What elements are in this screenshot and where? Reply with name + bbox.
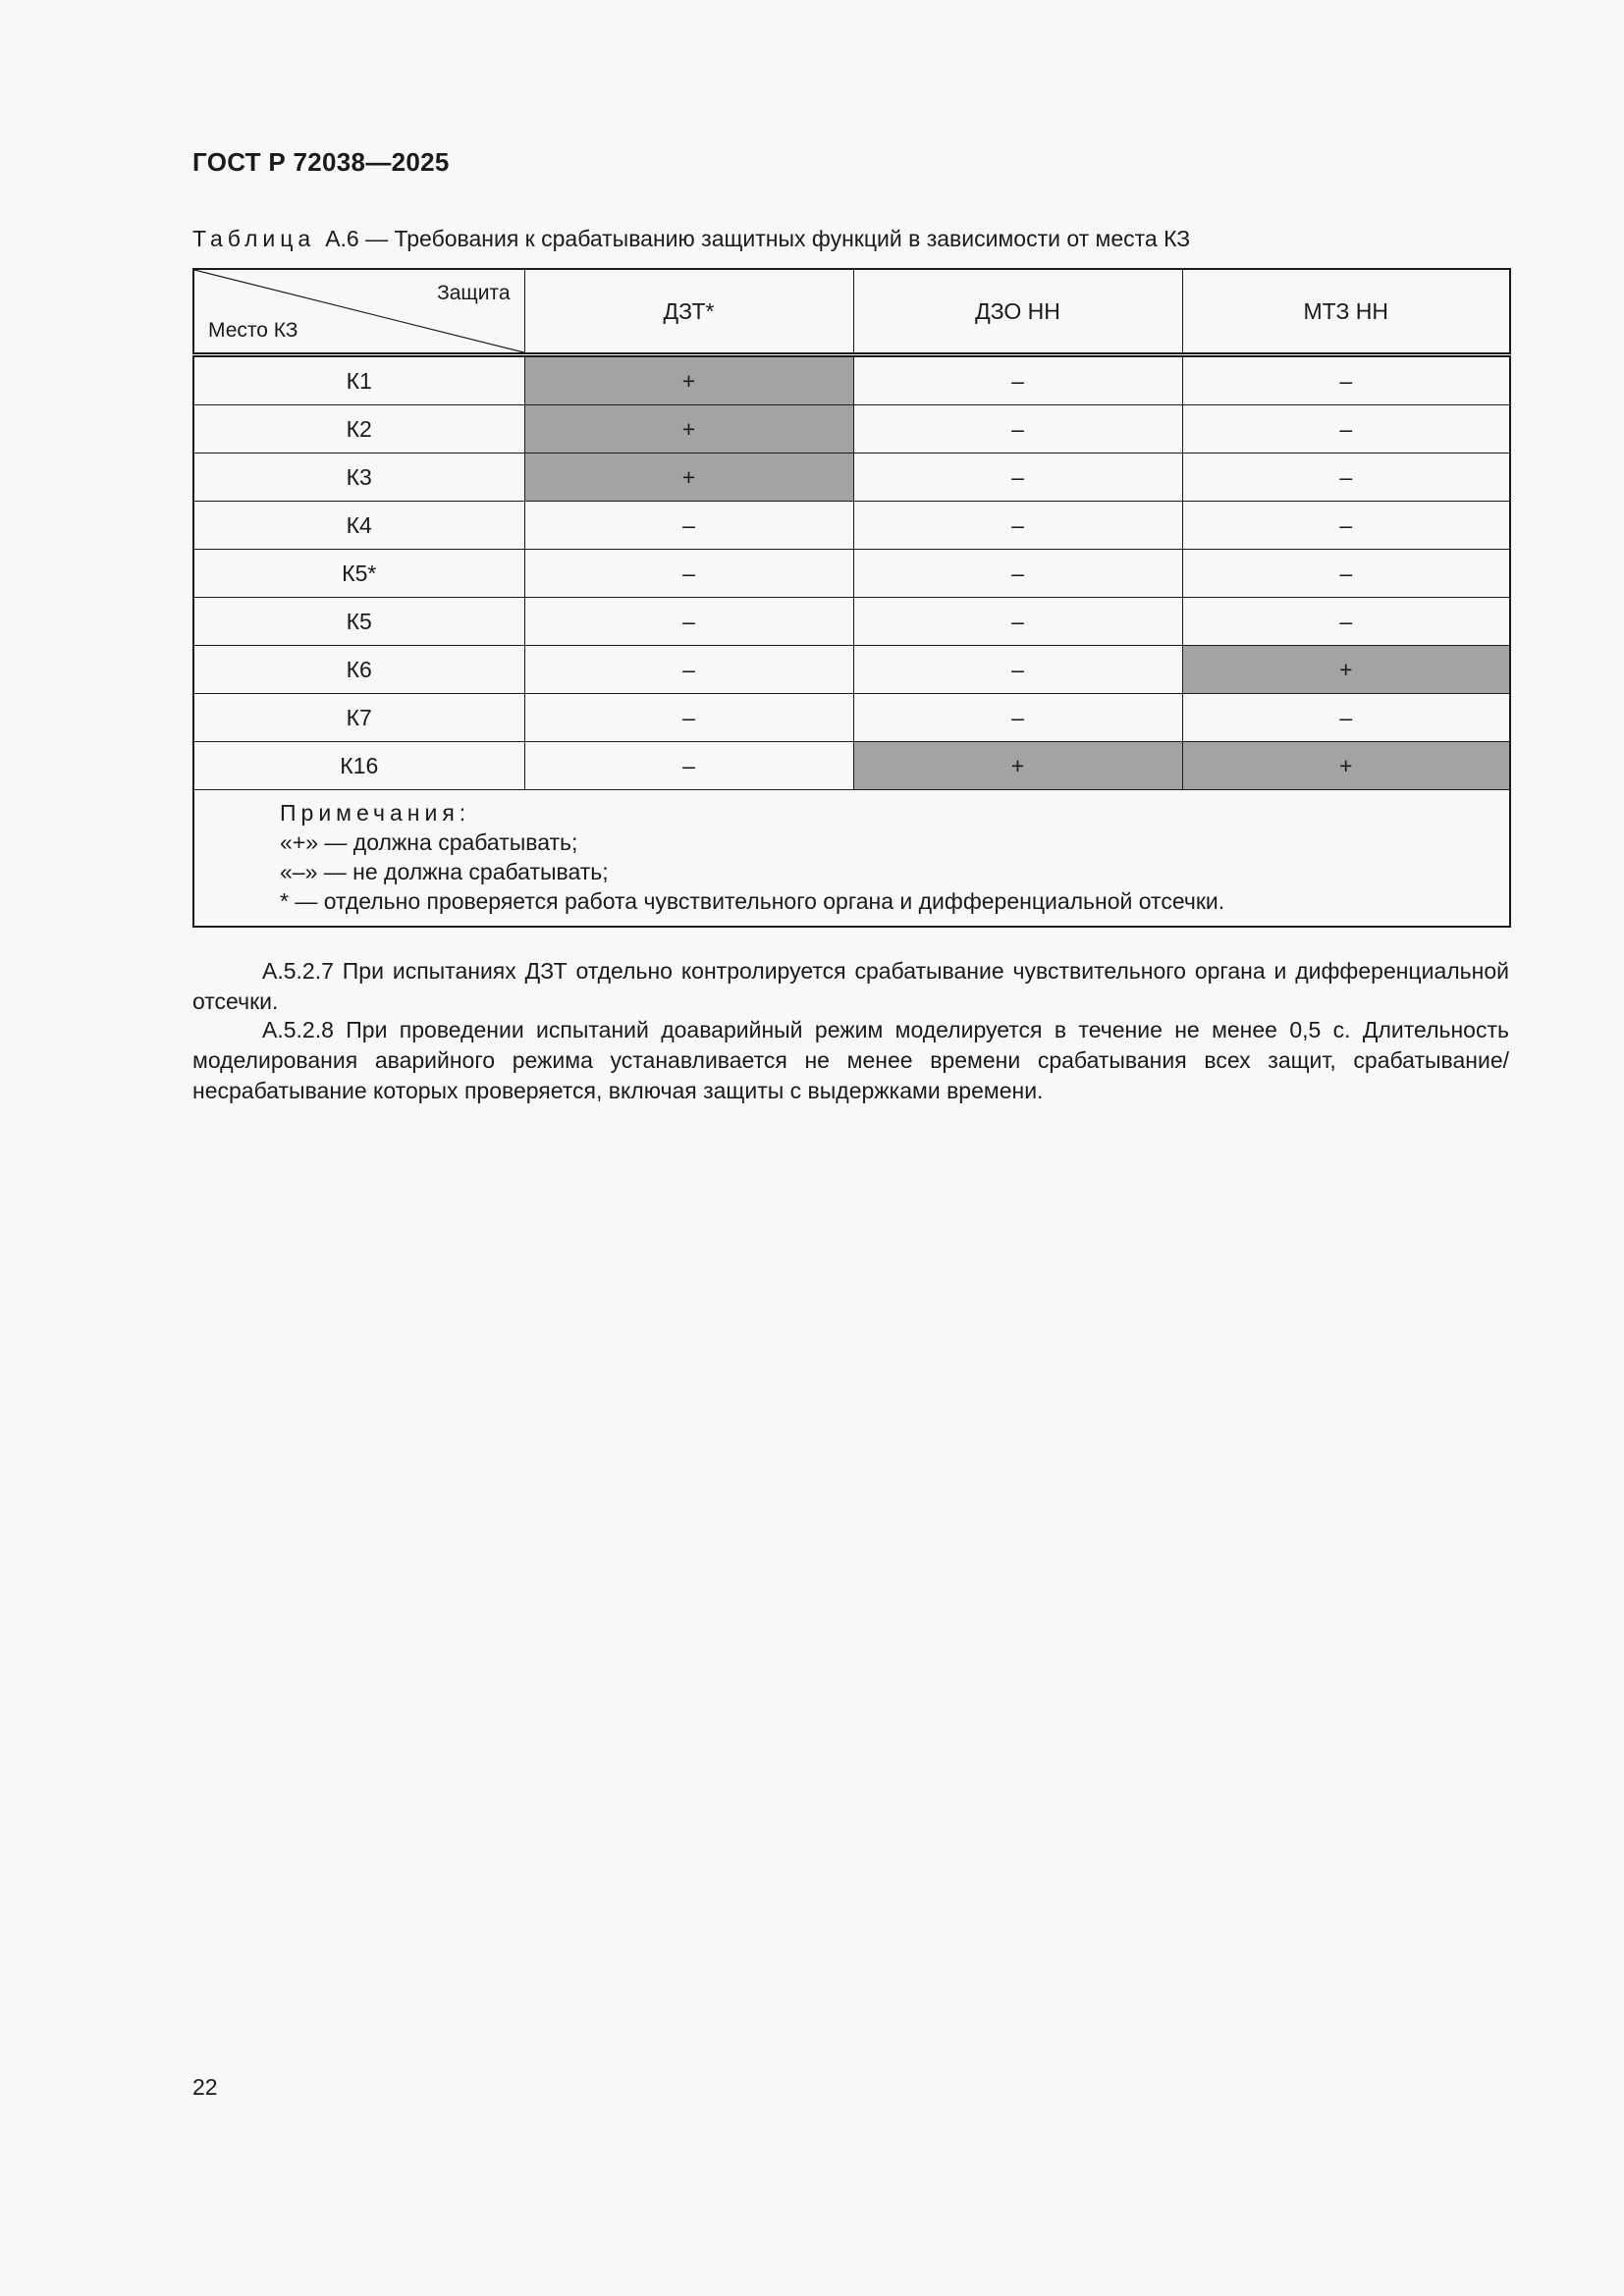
value-cell: – <box>524 502 853 550</box>
value-cell: – <box>853 405 1182 454</box>
value-cell: – <box>1182 550 1510 598</box>
value-cell: + <box>524 405 853 454</box>
value-cell: – <box>1182 598 1510 646</box>
paragraph-a528: А.5.2.8 При проведении испытаний доаварийный режим моделируется в течение не менее 0,5 с. Длительность моделирования аварийного режима устанавливается не менее времени срабатывания всех защит, срабатывание/несрабатывание которых проверяется, включая защиты с выдержками времени. <box>192 1017 1509 1103</box>
document-code: ГОСТ Р 72038—2025 <box>192 147 450 177</box>
value-cell: – <box>853 355 1182 405</box>
requirements-table <box>192 268 1511 928</box>
fault-place-cell: К7 <box>193 694 524 742</box>
value-cell: – <box>524 598 853 646</box>
value-cell: – <box>853 694 1182 742</box>
table-row <box>193 502 1510 550</box>
note-line: «+» — должна срабатывать; <box>280 829 578 855</box>
corner-header-fault-place: Место КЗ <box>208 319 298 342</box>
value-cell: – <box>524 646 853 694</box>
table-row <box>193 405 1510 454</box>
fault-place-cell: К5 <box>193 598 524 646</box>
value-cell: – <box>524 550 853 598</box>
column-header: ДЗТ* <box>524 269 853 355</box>
value-cell: – <box>1182 694 1510 742</box>
fault-place-cell: К5* <box>193 550 524 598</box>
table-notes <box>193 790 1510 928</box>
value-cell: + <box>1182 646 1510 694</box>
table-header-row <box>193 269 1510 355</box>
table-row <box>193 694 1510 742</box>
table-row <box>193 454 1510 502</box>
value-cell: + <box>1182 742 1510 790</box>
value-cell: – <box>853 502 1182 550</box>
table-row <box>193 646 1510 694</box>
value-cell: – <box>524 742 853 790</box>
value-cell: – <box>1182 454 1510 502</box>
value-cell: – <box>1182 355 1510 405</box>
column-header: МТЗ НН <box>1182 269 1510 355</box>
note-line: «–» — не должна срабатывать; <box>280 859 609 884</box>
paragraph-a527: А.5.2.7 При испытаниях ДЗТ отдельно контролируется срабатывание чувствительного органа и дифференциальной отсечки. <box>192 958 1509 1014</box>
page-number: 22 <box>192 2074 218 2100</box>
corner-header-protection: Защита <box>437 282 511 304</box>
value-cell: + <box>524 355 853 405</box>
column-header: ДЗО НН <box>853 269 1182 355</box>
table-caption-text: А.6 — Требования к срабатыванию защитных функций в зависимости от места КЗ <box>325 226 1191 251</box>
table-row <box>193 742 1510 790</box>
value-cell: – <box>853 598 1182 646</box>
value-cell: – <box>853 454 1182 502</box>
fault-place-cell: К6 <box>193 646 524 694</box>
fault-place-cell: К4 <box>193 502 524 550</box>
fault-place-cell: К3 <box>193 454 524 502</box>
notes-row <box>193 790 1510 928</box>
value-cell: – <box>853 646 1182 694</box>
table-row <box>193 598 1510 646</box>
table-row <box>193 550 1510 598</box>
notes-title: Примечания: <box>280 800 471 826</box>
table-caption-prefix: Таблица <box>192 226 316 251</box>
value-cell: + <box>524 454 853 502</box>
value-cell: – <box>524 694 853 742</box>
fault-place-cell: К16 <box>193 742 524 790</box>
corner-header-cell <box>193 269 524 355</box>
value-cell: – <box>1182 502 1510 550</box>
note-line: * — отдельно проверяется работа чувствительного органа и дифференциальной отсечки. <box>280 888 1225 914</box>
table-row <box>193 355 1510 405</box>
fault-place-cell: К2 <box>193 405 524 454</box>
fault-place-cell: К1 <box>193 355 524 405</box>
value-cell: – <box>1182 405 1510 454</box>
table-caption <box>192 226 1190 252</box>
value-cell: – <box>853 550 1182 598</box>
value-cell: + <box>853 742 1182 790</box>
